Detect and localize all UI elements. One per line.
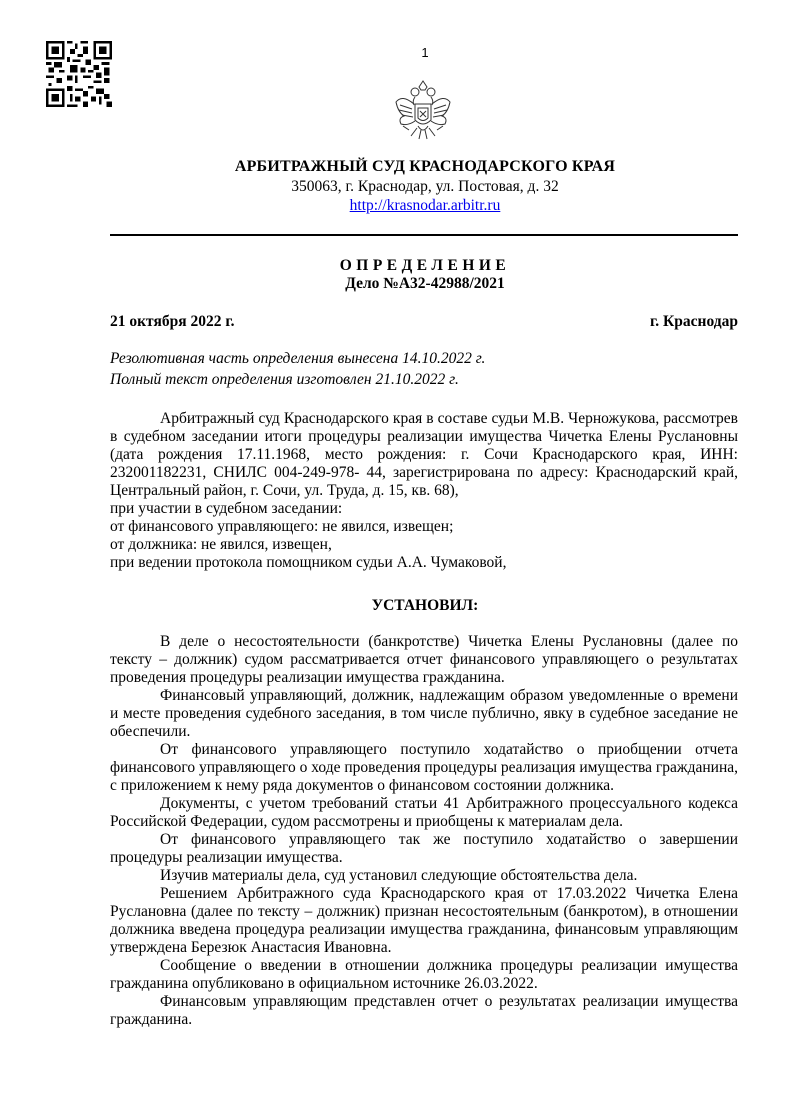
established-block	[110, 633, 738, 1029]
body-paragraph: От финансового управляющего так же поступило ходатайство о завершении процедуры реализации имущества.	[110, 831, 738, 866]
body-paragraph: Документы, с учетом требований статьи 41 Арбитражного процессуального кодекса Российской Федерации, судом рассмотрены и приобщены к материалам дела.	[110, 795, 738, 830]
document-type-title: ОПРЕДЕЛЕНИЕ	[339, 257, 511, 274]
body-paragraph: Изучив материалы дела, суд установил следующие обстоятельства дела.	[160, 867, 638, 884]
page-number: 1	[421, 45, 429, 60]
intro-block	[110, 410, 738, 572]
court-website-link[interactable]: http://krasnodar.arbitr.ru	[349, 197, 501, 214]
body-paragraph: Финансовым управляющим представлен отчет о результатах реализации имущества гражданина.	[110, 993, 738, 1028]
document-city: г. Краснодар	[650, 313, 738, 330]
full-text-note: Полный текст определения изготовлен 21.10.2022 г.	[110, 371, 459, 388]
document-date: 21 октября 2022 г.	[110, 313, 235, 330]
body-paragraph: От финансового управляющего поступило ходатайство о приобщении отчета финансового управляющего о ходе проведения процедуры реализация имущества гражданина, с приложением к нему ряда документов о финансовом состоянии должника.	[110, 741, 739, 794]
intro-line: от финансового управляющего: не явился, извещен;	[110, 518, 454, 535]
russian-coat-of-arms-icon	[393, 78, 453, 144]
body-paragraph: Сообщение о введении в отношении должника процедуры реализации имущества гражданина опубликовано в официальном источнике 26.03.2022.	[110, 957, 738, 992]
court-address: 350063, г. Краснодар, ул. Постовая, д. 32	[291, 178, 559, 195]
body-paragraph: Финансовый управляющий, должник, надлежащим образом уведомленные о времени и месте проведения судебного заседания, в том числе публично, явку в судебное заседание не обеспечили.	[110, 687, 738, 740]
body-paragraph: Решением Арбитражного суда Краснодарского края от 17.03.2022 Чичетка Елена Руслановна (далее по тексту – должник) признан несостоятельным (банкротом), в отношении должника введена процедура реализации имущества гражданина, финансовым управляющим утверждена Березюк Анастасия Ивановна.	[110, 885, 738, 956]
intro-line: от должника: не явился, извещен,	[110, 536, 332, 553]
resolution-note: Резолютивная часть определения вынесена 14.10.2022 г.	[110, 350, 486, 367]
intro-paragraph: Арбитражный суд Краснодарского края в составе судьи М.В. Черножукова, рассмотрев в судебном заседании итоги процедуры реализации имущества Чичетка Елены Руслановны (дата рождения 17.11.1968, место рождения: г. Сочи Краснодарского края, ИНН: 232001182231, СНИЛС 004-249-978- 44, зарегистрирована по адресу: Краснодарский край, Центральный район, г. Сочи, ул. Труда, д. 15, кв. 68),	[110, 410, 738, 499]
court-name: АРБИТРАЖНЫЙ СУД КРАСНОДАРСКОГО КРАЯ	[234, 158, 616, 175]
body-paragraph: В деле о несостоятельности (банкротстве) Чичетка Елены Руслановны (далее по тексту – должник) судом рассматривается отчет финансового управляющего о результатах проведения процедуры реализации имущества гражданина.	[110, 633, 738, 686]
date-city-line	[110, 313, 738, 331]
intro-line: при ведении протокола помощником судьи А.А. Чумаковой,	[110, 554, 507, 571]
header-divider	[110, 234, 738, 236]
case-number: Дело №А32-42988/2021	[345, 275, 505, 292]
section-title: УСТАНОВИЛ:	[371, 597, 479, 614]
intro-line: при участии в судебном заседании:	[110, 500, 343, 517]
